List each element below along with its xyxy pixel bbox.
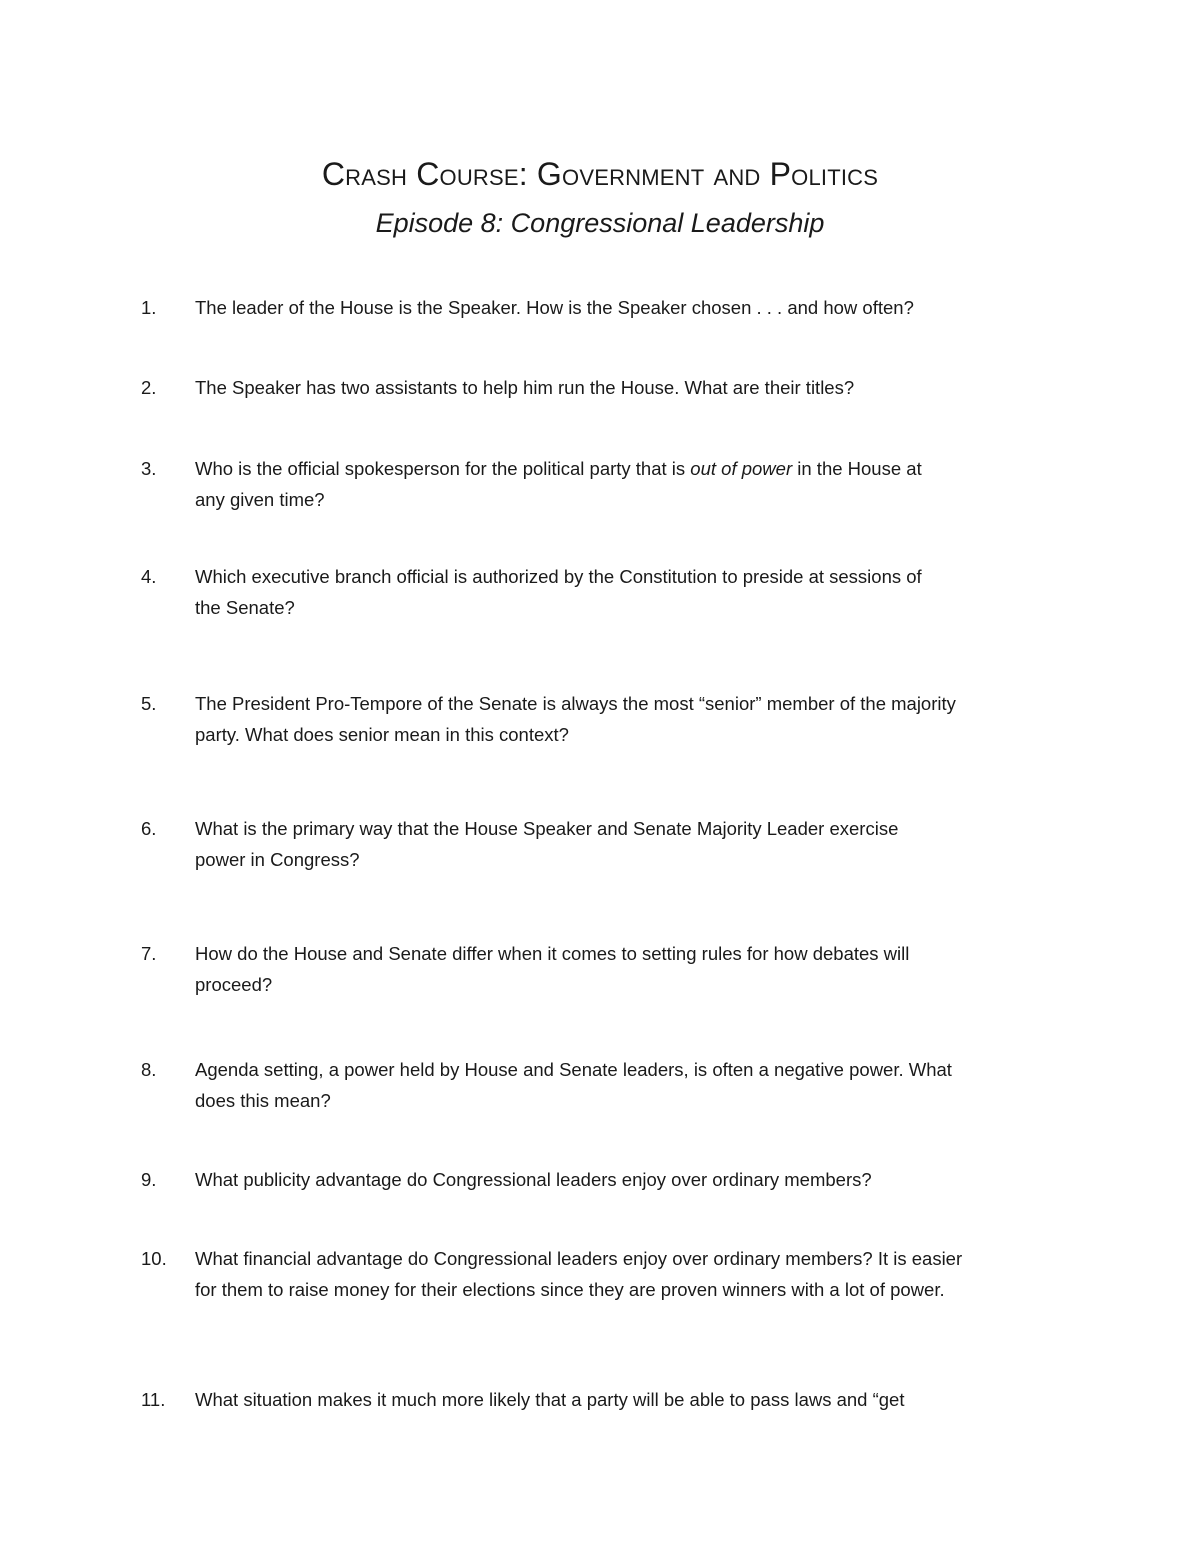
question-text-part: Who is the official spokesperson for the political party that is [195, 458, 691, 479]
question-text: does this mean? [195, 1090, 331, 1111]
question-text-emphasis: out of power [690, 458, 793, 479]
question-number: 10. [141, 1248, 167, 1269]
question-text [195, 453, 1035, 484]
question-1 [141, 292, 1041, 323]
question-9 [141, 1164, 1041, 1195]
question-text: What situation makes it much more likely that a party will be able to pass laws and “get [195, 1389, 905, 1410]
question-number: 6. [141, 818, 157, 839]
question-number: 4. [141, 566, 157, 587]
question-text: What publicity advantage do Congressional leaders enjoy over ordinary members? [195, 1169, 872, 1190]
question-text: proceed? [195, 974, 273, 995]
document-subtitle: Episode 8: Congressional Leadership [375, 208, 825, 238]
question-number: 11. [141, 1389, 166, 1410]
question-number: 7. [141, 943, 157, 964]
question-number: 2. [141, 377, 157, 398]
question-number: 8. [141, 1059, 157, 1080]
question-8 [141, 1054, 1041, 1116]
question-text-part: in the House at [792, 458, 922, 479]
question-text: power in Congress? [195, 849, 360, 870]
question-text: for them to raise money for their elections since they are proven winners with a lot of power. [195, 1279, 945, 1300]
question-text: What financial advantage do Congressional leaders enjoy over ordinary members? It is easier [195, 1248, 963, 1269]
question-number: 1. [141, 297, 157, 318]
question-text: The Speaker has two assistants to help him run the House. What are their titles? [195, 377, 855, 398]
question-2 [141, 372, 1041, 403]
question-3 [141, 453, 1041, 515]
question-text: Which executive branch official is authorized by the Constitution to preside at sessions of [195, 566, 922, 587]
question-10 [141, 1243, 1041, 1305]
question-text: the Senate? [195, 597, 295, 618]
question-5 [141, 688, 1041, 750]
question-text: What is the primary way that the House Speaker and Senate Majority Leader exercise [195, 818, 899, 839]
question-4 [141, 561, 1041, 623]
document-title: Crash Course: Government and Politics [321, 156, 879, 192]
question-number: 5. [141, 693, 157, 714]
question-text: How do the House and Senate differ when it comes to setting rules for how debates will [195, 943, 910, 964]
question-number: 3. [141, 458, 157, 479]
question-7 [141, 938, 1041, 1000]
question-6 [141, 813, 1041, 875]
question-11 [141, 1384, 1041, 1415]
question-text: Agenda setting, a power held by House and Senate leaders, is often a negative power. What [195, 1059, 952, 1080]
question-number: 9. [141, 1169, 157, 1190]
question-text: party. What does senior mean in this context? [195, 724, 569, 745]
question-text: any given time? [195, 489, 325, 510]
question-text: The leader of the House is the Speaker. How is the Speaker chosen . . . and how often? [195, 297, 914, 318]
question-text: The President Pro-Tempore of the Senate is always the most “senior” member of the majority [195, 693, 956, 714]
